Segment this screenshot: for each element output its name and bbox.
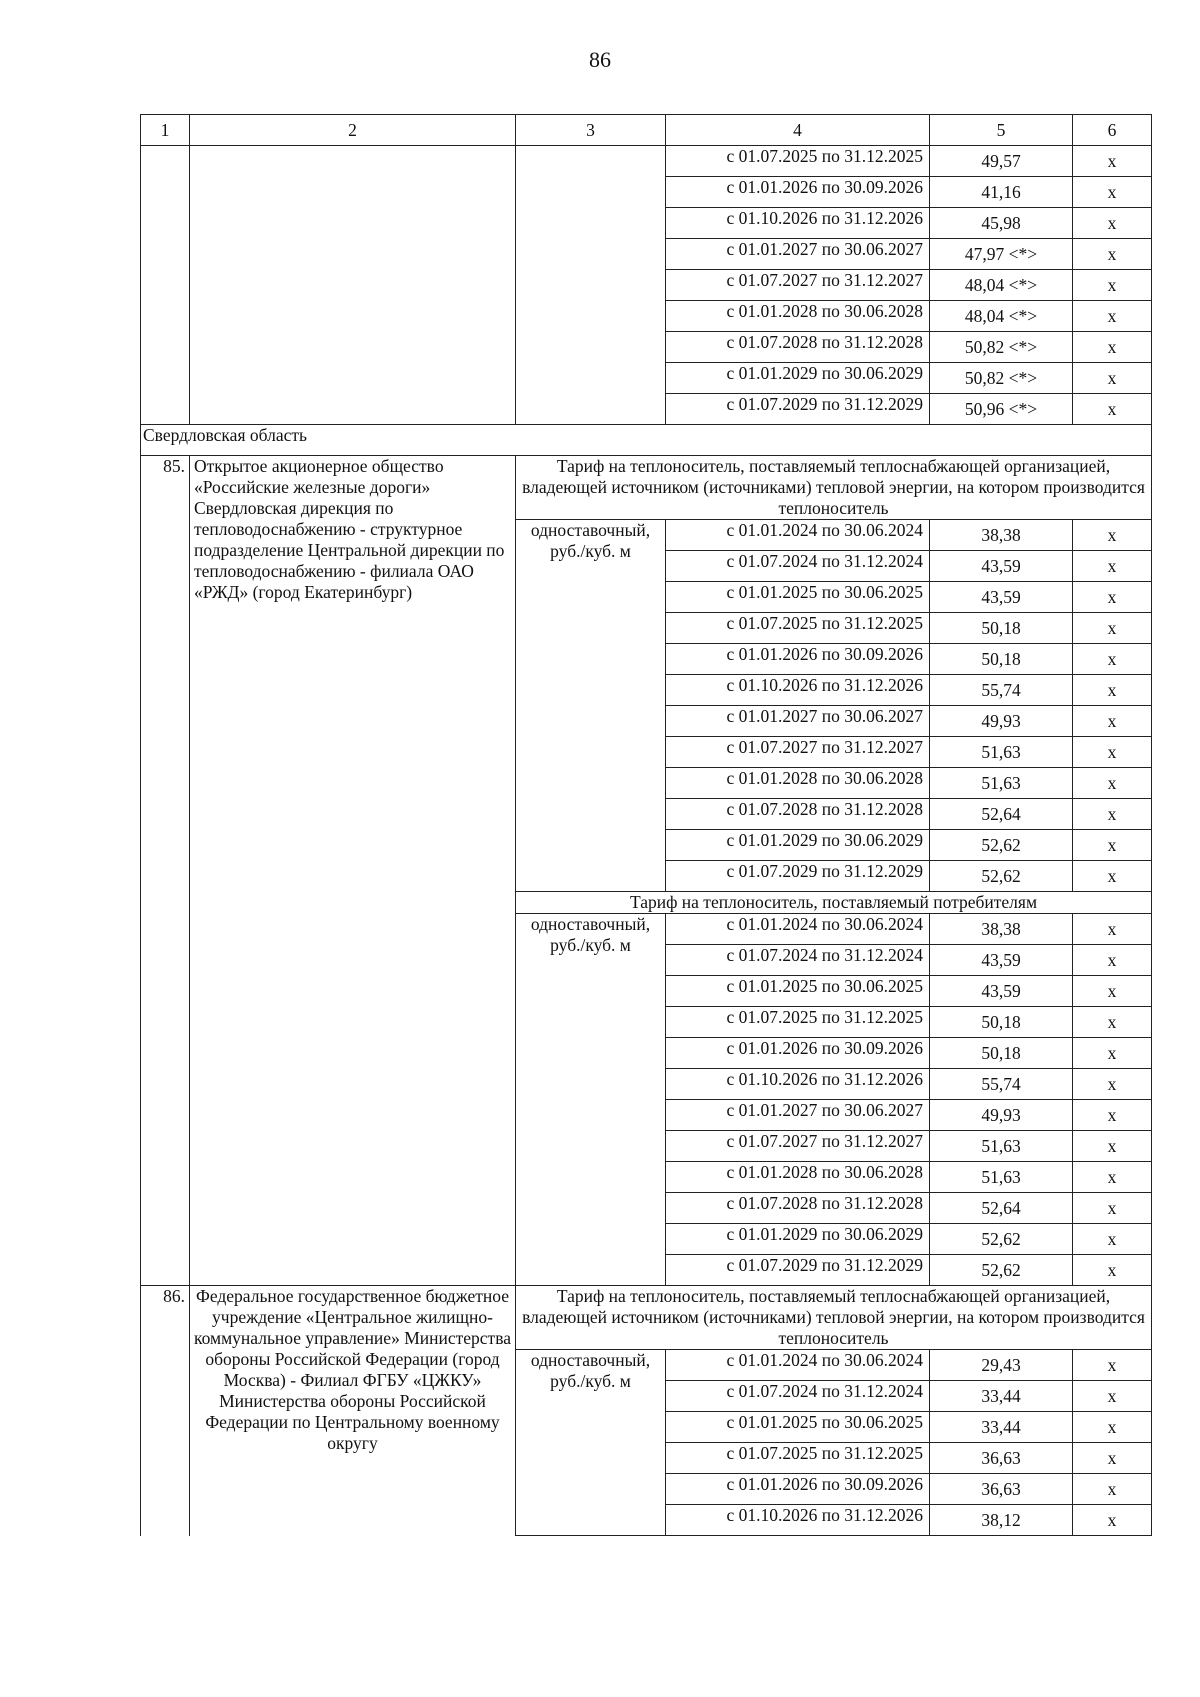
period-cell: с 01.01.2026 по 30.09.2026	[666, 1038, 930, 1069]
period-cell: с 01.07.2025 по 31.12.2025	[666, 146, 930, 177]
value-cell: 36,63	[930, 1474, 1073, 1505]
region-title: Свердловская область	[141, 425, 1152, 456]
col6-cell: х	[1073, 914, 1152, 945]
value-cell: 52,62	[930, 830, 1073, 861]
period-cell: с 01.01.2024 по 30.06.2024	[666, 520, 930, 551]
period-cell: с 01.01.2024 по 30.06.2024	[666, 1350, 930, 1381]
value-cell: 51,63	[930, 768, 1073, 799]
col6-cell: х	[1073, 976, 1152, 1007]
period-cell: с 01.07.2025 по 31.12.2025	[666, 1007, 930, 1038]
value-cell: 38,38	[930, 520, 1073, 551]
col6-cell: х	[1073, 644, 1152, 675]
value-cell: 50,18	[930, 1038, 1073, 1069]
value-cell: 29,43	[930, 1350, 1073, 1381]
tariff-table	[140, 114, 1152, 1536]
period-cell: с 01.01.2026 по 30.09.2026	[666, 644, 930, 675]
column-header: 3	[516, 115, 666, 146]
col6-cell: х	[1073, 208, 1152, 239]
col6-cell: х	[1073, 177, 1152, 208]
col6-cell: х	[1073, 945, 1152, 976]
col6-cell: х	[1073, 675, 1152, 706]
col6-cell: х	[1073, 551, 1152, 582]
period-cell: с 01.07.2029 по 31.12.2029	[666, 394, 930, 425]
col6-cell: х	[1073, 301, 1152, 332]
period-cell: с 01.10.2026 по 31.12.2026	[666, 675, 930, 706]
tariff-title: Тариф на теплоноситель, поставляемый теплоснабжающей организацией, владеющей источником (источниками) тепловой энергии, на котором производится теплоноситель	[516, 456, 1152, 520]
value-cell: 55,74	[930, 1069, 1073, 1100]
column-header: 5	[930, 115, 1073, 146]
value-cell: 51,63	[930, 737, 1073, 768]
col6-cell: х	[1073, 830, 1152, 861]
col6-cell: х	[1073, 768, 1152, 799]
period-cell: с 01.10.2026 по 31.12.2026	[666, 208, 930, 239]
period-cell: с 01.01.2028 по 30.06.2028	[666, 768, 930, 799]
value-cell: 49,93	[930, 1100, 1073, 1131]
period-cell: с 01.07.2024 по 31.12.2024	[666, 945, 930, 976]
value-cell: 43,59	[930, 551, 1073, 582]
column-header: 1	[141, 115, 190, 146]
value-cell: 38,38	[930, 914, 1073, 945]
period-cell: с 01.01.2027 по 30.06.2027	[666, 706, 930, 737]
col6-cell: х	[1073, 1224, 1152, 1255]
col6-cell: х	[1073, 1193, 1152, 1224]
organization-name: Открытое акционерное общество «Российские железные дороги» Свердловская дирекция по тепловодоснабжению - структурное подразделение Центральной дирекции по тепловодоснабжению - филиала ОАО «РЖД» (город Екатеринбург)	[190, 456, 516, 1286]
entry-number: 86.	[141, 1286, 190, 1536]
value-cell: 47,97 <*>	[930, 239, 1073, 270]
value-cell: 36,63	[930, 1443, 1073, 1474]
value-cell: 33,44	[930, 1412, 1073, 1443]
unit-cell: одноставочный, руб./куб. м	[516, 520, 666, 892]
col6-cell: х	[1073, 706, 1152, 737]
period-cell: с 01.07.2028 по 31.12.2028	[666, 1193, 930, 1224]
period-cell: с 01.07.2025 по 31.12.2025	[666, 613, 930, 644]
value-cell: 49,57	[930, 146, 1073, 177]
unit-cell: одноставочный, руб./куб. м	[516, 1350, 666, 1536]
col6-cell: х	[1073, 1412, 1152, 1443]
period-cell: с 01.10.2026 по 31.12.2026	[666, 1069, 930, 1100]
number-cell	[141, 146, 190, 425]
col6-cell: х	[1073, 1100, 1152, 1131]
value-cell: 50,18	[930, 1007, 1073, 1038]
col6-cell: х	[1073, 239, 1152, 270]
value-cell: 52,64	[930, 1193, 1073, 1224]
col6-cell: х	[1073, 861, 1152, 892]
col6-cell: х	[1073, 146, 1152, 177]
entry-number: 85.	[141, 456, 190, 1286]
value-cell: 52,62	[930, 1224, 1073, 1255]
table-row	[141, 146, 1152, 177]
period-cell: с 01.07.2024 по 31.12.2024	[666, 1381, 930, 1412]
period-cell: с 01.07.2029 по 31.12.2029	[666, 1255, 930, 1286]
period-cell: с 01.10.2026 по 31.12.2026	[666, 1505, 930, 1536]
value-cell: 51,63	[930, 1131, 1073, 1162]
value-cell: 52,62	[930, 1255, 1073, 1286]
period-cell: с 01.01.2029 по 30.06.2029	[666, 830, 930, 861]
col6-cell: х	[1073, 1131, 1152, 1162]
period-cell: с 01.07.2027 по 31.12.2027	[666, 270, 930, 301]
col6-cell: х	[1073, 613, 1152, 644]
period-cell: с 01.01.2024 по 30.06.2024	[666, 914, 930, 945]
period-cell: с 01.07.2027 по 31.12.2027	[666, 737, 930, 768]
value-cell: 50,18	[930, 613, 1073, 644]
value-cell: 48,04 <*>	[930, 270, 1073, 301]
period-cell: с 01.01.2028 по 30.06.2028	[666, 301, 930, 332]
col6-cell: х	[1073, 1255, 1152, 1286]
value-cell: 43,59	[930, 945, 1073, 976]
value-cell: 51,63	[930, 1162, 1073, 1193]
unit-cell	[516, 146, 666, 425]
value-cell: 52,64	[930, 799, 1073, 830]
column-header: 2	[190, 115, 516, 146]
value-cell: 48,04 <*>	[930, 301, 1073, 332]
value-cell: 50,82 <*>	[930, 363, 1073, 394]
col6-cell: х	[1073, 1381, 1152, 1412]
value-cell: 50,96 <*>	[930, 394, 1073, 425]
value-cell: 45,98	[930, 208, 1073, 239]
col6-cell: х	[1073, 270, 1152, 301]
column-header: 6	[1073, 115, 1152, 146]
tariff-title: Тариф на теплоноситель, поставляемый потребителям	[516, 892, 1152, 914]
period-cell: с 01.01.2027 по 30.06.2027	[666, 239, 930, 270]
col6-cell: х	[1073, 1069, 1152, 1100]
period-cell: с 01.07.2028 по 31.12.2028	[666, 799, 930, 830]
col6-cell: х	[1073, 582, 1152, 613]
tariff-title-row	[141, 1286, 1152, 1350]
period-cell: с 01.01.2025 по 30.06.2025	[666, 976, 930, 1007]
value-cell: 43,59	[930, 582, 1073, 613]
value-cell: 49,93	[930, 706, 1073, 737]
col6-cell: х	[1073, 799, 1152, 830]
col6-cell: х	[1073, 394, 1152, 425]
value-cell: 41,16	[930, 177, 1073, 208]
value-cell: 52,62	[930, 861, 1073, 892]
col6-cell: х	[1073, 1474, 1152, 1505]
col6-cell: х	[1073, 1038, 1152, 1069]
value-cell: 50,82 <*>	[930, 332, 1073, 363]
period-cell: с 01.01.2025 по 30.06.2025	[666, 1412, 930, 1443]
value-cell: 50,18	[930, 644, 1073, 675]
period-cell: с 01.07.2024 по 31.12.2024	[666, 551, 930, 582]
col6-cell: х	[1073, 1162, 1152, 1193]
org-cell	[190, 146, 516, 425]
value-cell: 38,12	[930, 1505, 1073, 1536]
period-cell: с 01.01.2025 по 30.06.2025	[666, 582, 930, 613]
column-header: 4	[666, 115, 930, 146]
value-cell: 43,59	[930, 976, 1073, 1007]
col6-cell: х	[1073, 1443, 1152, 1474]
period-cell: с 01.01.2026 по 30.09.2026	[666, 1474, 930, 1505]
tariff-title-row	[141, 456, 1152, 520]
tariff-title: Тариф на теплоноситель, поставляемый теплоснабжающей организацией, владеющей источником (источниками) тепловой энергии, на котором производится теплоноситель	[516, 1286, 1152, 1350]
period-cell: с 01.07.2028 по 31.12.2028	[666, 332, 930, 363]
period-cell: с 01.01.2027 по 30.06.2027	[666, 1100, 930, 1131]
col6-cell: х	[1073, 363, 1152, 394]
col6-cell: х	[1073, 1350, 1152, 1381]
period-cell: с 01.01.2029 по 30.06.2029	[666, 363, 930, 394]
col6-cell: х	[1073, 1007, 1152, 1038]
unit-cell: одноставочный, руб./куб. м	[516, 914, 666, 1286]
period-cell: с 01.07.2025 по 31.12.2025	[666, 1443, 930, 1474]
value-cell: 33,44	[930, 1381, 1073, 1412]
col6-cell: х	[1073, 520, 1152, 551]
header-row	[141, 115, 1152, 146]
period-cell: с 01.01.2028 по 30.06.2028	[666, 1162, 930, 1193]
col6-cell: х	[1073, 332, 1152, 363]
region-row	[141, 425, 1152, 456]
col6-cell: х	[1073, 1505, 1152, 1536]
period-cell: с 01.01.2029 по 30.06.2029	[666, 1224, 930, 1255]
value-cell: 55,74	[930, 675, 1073, 706]
period-cell: с 01.07.2027 по 31.12.2027	[666, 1131, 930, 1162]
page-number: 86	[589, 47, 611, 72]
period-cell: с 01.07.2029 по 31.12.2029	[666, 861, 930, 892]
col6-cell: х	[1073, 737, 1152, 768]
organization-name: Федеральное государственное бюджетное учреждение «Центральное жилищно-коммунальное управление» Министерства обороны Российской Федерации (город Москва) - Филиал ФГБУ «ЦЖКУ» Министерства обороны Российской Федерации по Центральному военному округу	[190, 1286, 516, 1536]
period-cell: с 01.01.2026 по 30.09.2026	[666, 177, 930, 208]
